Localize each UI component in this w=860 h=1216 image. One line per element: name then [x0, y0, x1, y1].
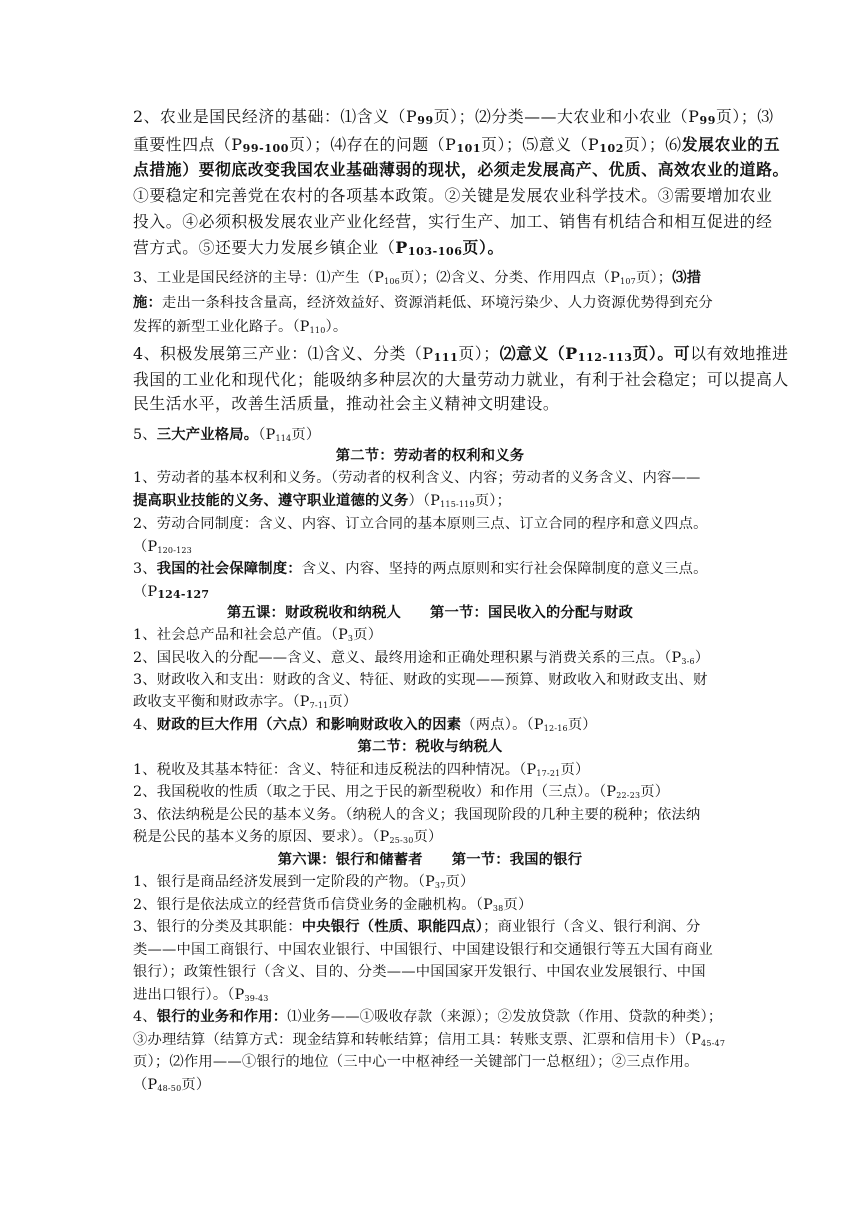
bold-text: 页）。可 [632, 344, 691, 363]
text-segment: 页） [445, 874, 475, 890]
text-line [133, 317, 733, 341]
text-segment: ）。 [325, 319, 348, 335]
page-ref-subscript: 48-50 [157, 1084, 182, 1093]
text-line [133, 186, 773, 206]
text-segment: 4、 [133, 717, 157, 733]
bold-text: 提高职业技能的义务、遵守职业道德的义务 [133, 493, 409, 509]
page-ref-subscript: 115-119 [440, 500, 475, 509]
text-line [133, 582, 733, 605]
text-line [133, 940, 733, 960]
page-ref-subscript: 3 [347, 634, 354, 643]
text-line [133, 670, 733, 690]
bold-text: ⑵意义（P [499, 344, 578, 363]
text-segment: （P [133, 584, 158, 600]
text-segment: 发挥的新型工业化路子。（P [133, 319, 310, 335]
page-ref-subscript: 114 [275, 434, 292, 443]
text-segment: 3、 [133, 561, 157, 577]
text-segment: 页）； [474, 493, 512, 509]
text-segment: 3、财政收入和支出：财政的含义、特征、财政的实现——预算、财政收入和财政支出、财 [133, 672, 708, 688]
bold-text: 财政的巨大作用（六点）和影响财政收入的因素 [156, 717, 462, 733]
page-ref-subscript: 39-43 [244, 994, 269, 1003]
text-segment: 页） [413, 829, 443, 845]
text-segment: 页）；⑵分类——大农业和小农业（P [433, 107, 700, 126]
text-line [133, 895, 733, 919]
text-segment: 页） [328, 694, 358, 710]
text-segment: 第六课：银行和储蓄者 第一节：我国的银行 [277, 852, 583, 868]
text-segment: 营方式。⑤还要大力发展乡镇企业（ [133, 238, 396, 257]
text-line [133, 212, 773, 232]
text-line [133, 760, 733, 784]
page-ref-subscript: 102 [599, 142, 625, 155]
text-segment: （两点）。（P [461, 717, 544, 733]
text-segment: 第五课：财政税收和纳税人 第一节：国民收入的分配与财政 [227, 605, 633, 621]
text-segment: 4、积极发展第三产业：⑴含义、分类（P [133, 344, 434, 363]
text-segment: 2、国民收入的分配——含义、意义、最终用途和正确处理积累与消费关系的三点。（P [133, 650, 682, 666]
lesson-heading [0, 603, 860, 623]
text-line [133, 514, 733, 534]
text-line [133, 1075, 733, 1099]
page-ref-subscript: 120-123 [157, 546, 192, 555]
section-heading [0, 737, 860, 757]
text-segment: 我国的工业化和现代化；能吸纳多种层次的大量劳动力就业，有利于社会稳定；可以提高人 [133, 370, 789, 389]
page-ref-subscript: 101 [456, 142, 482, 155]
text-segment: 2、我国税收的性质（取之于民、用之于民的新型税收）和作用（三点）。（P [133, 784, 617, 800]
page-ref-subscript: 99-100 [242, 142, 290, 155]
page-ref-subscript: 25-30 [389, 836, 414, 845]
bold-text: 点措施）要彻底改变我国农业基础薄弱的现状，必须走发展高产、优质、高效农业的道路。 [133, 160, 789, 179]
text-line [133, 135, 781, 159]
text-line [133, 468, 733, 488]
bold-text: 发展农业的五 [681, 135, 781, 154]
text-line [133, 238, 733, 262]
text-line [133, 1030, 733, 1054]
bold-text: 中央银行（性质、职能四点） [301, 919, 484, 935]
text-segment: 民生活水平，改善生活质量，推动社会主义精神文明建设。 [133, 394, 560, 413]
text-line [133, 268, 733, 292]
text-segment: （P [133, 539, 158, 555]
page-ref-subscript: 17-21 [536, 769, 561, 778]
text-segment: 含义、内容、坚持的两点原则和实行社会保障制度的意义三点。 [301, 561, 708, 577]
text-line [133, 160, 789, 180]
page-ref-subscript: 107 [620, 277, 636, 286]
bold-text: 银行的业务和作用： [156, 1009, 288, 1025]
page-ref-subscript: 111 [433, 351, 459, 364]
text-line [133, 293, 733, 313]
lesson-heading [0, 850, 860, 870]
text-segment: 页）；⑷存在的问题（P [289, 135, 457, 154]
text-line [133, 559, 733, 579]
text-segment: 第二节：税收与纳税人 [357, 739, 503, 755]
page-ref-subscript: 3-6 [681, 657, 695, 666]
text-line [133, 1052, 733, 1072]
page-ref-subscript: 124-127 [157, 588, 210, 601]
page-ref-subscript: 22-23 [616, 791, 641, 800]
text-line [133, 917, 733, 937]
text-line [133, 394, 733, 414]
text-segment: 进出口银行）。（P [133, 987, 245, 1003]
text-segment: 税是公民的基本义务的原因、要求）。（P [133, 829, 390, 845]
text-segment: 4、 [133, 1009, 157, 1025]
text-segment: ③办理结算（结算方式：现金结算和转帐结算；信用工具：转账支票、汇票和信用卡）（P [133, 1032, 702, 1048]
text-segment: 1、社会总产品和社会总产值。（P [133, 627, 348, 643]
text-segment: 页） [640, 784, 670, 800]
page-ref-subscript: 7-11 [309, 701, 329, 710]
bold-text: 三大产业格局。 [156, 427, 259, 443]
text-segment: ⑴业务——①吸收存款（来源）；②发放贷款（作用、贷款的种类）； [287, 1009, 723, 1025]
text-line [133, 692, 733, 716]
text-segment: 重要性四点（P [133, 135, 243, 154]
page-ref-subscript: 106 [384, 277, 400, 286]
text-segment: 页）； [635, 270, 673, 286]
page-ref-subscript: 38 [492, 904, 504, 913]
text-segment: 2、银行是依法成立的经营货币信贷业务的金融机构。（P [133, 897, 493, 913]
text-segment: 3、银行的分类及其职能： [133, 919, 302, 935]
text-line [133, 962, 733, 982]
section-heading [0, 446, 860, 466]
text-segment: 页）；⑹ [624, 135, 682, 154]
text-line [133, 370, 789, 390]
text-line [133, 491, 733, 515]
page-ref-subscript: 112-113 [577, 351, 633, 364]
text-line [133, 344, 789, 368]
text-segment: ）（P [408, 493, 441, 509]
text-segment: 5、 [133, 427, 157, 443]
text-line [133, 985, 733, 1009]
page-ref-subscript: 99 [699, 114, 716, 127]
text-segment: 类——中国工商银行、中国农业银行、中国银行、中国建设银行和交通银行等五大国有商业 [133, 942, 713, 958]
text-segment: 第二节：劳动者的权利和义务 [335, 448, 525, 464]
text-segment: 2、劳动合同制度：含义、内容、订立合同的基本原则三点、订立合同的程序和意义四点。 [133, 516, 708, 532]
bold-text: ⑶措 [672, 270, 702, 286]
text-line [133, 537, 733, 561]
bold-text: 施： [133, 295, 162, 311]
text-line [133, 827, 733, 851]
page-ref-subscript: 37 [434, 881, 446, 890]
text-line [133, 107, 774, 131]
text-segment: 页）；⑵作用——①银行的地位（三中心一中枢神经一关键部门一总枢纽）；②三点作用。 [133, 1054, 699, 1070]
bold-text: 页）。 [462, 238, 504, 257]
text-line [133, 1007, 733, 1027]
text-line [133, 648, 733, 672]
text-segment: 页）；⑶ [715, 107, 774, 126]
text-segment: 以有效地推进 [690, 344, 789, 363]
page-ref-subscript: 99 [417, 114, 434, 127]
text-segment: ） [694, 650, 710, 666]
text-segment: 页）； [458, 344, 500, 363]
text-segment: 页） [181, 1077, 211, 1093]
text-line [133, 805, 733, 825]
text-segment: 页）；⑵含义、分类、作用四点（P [399, 270, 621, 286]
text-segment: 1、劳动者的基本权利和义务。（劳动者的权利含义、内容；劳动者的义务含义、内容—— [133, 470, 701, 486]
text-segment: 页） [503, 897, 533, 913]
text-segment: 3、工业是国民经济的主导：⑴产生（P [133, 270, 385, 286]
text-line [133, 872, 733, 896]
text-segment: 1、税收及其基本特征：含义、特征和违反税法的四种情况。（P [133, 762, 537, 778]
text-segment: ；商业银行（含义、银行利润、分 [483, 919, 701, 935]
text-segment: 政收支平衡和财政赤字。（P [133, 694, 310, 710]
text-segment: （P [133, 1077, 158, 1093]
page-ref-subscript: 110 [309, 326, 326, 335]
bold-text: 我国的社会保障制度： [156, 561, 302, 577]
text-segment: （P [258, 427, 276, 443]
text-segment: 走出一条科技含量高，经济效益好、资源消耗低、环境污染少、人力资源优势得到充分 [162, 295, 713, 311]
text-segment: 投入。④必须积极发展农业产业化经营，实行生产、加工、销售有机结合和相互促进的经 [133, 212, 773, 231]
text-line [133, 715, 733, 739]
text-segment: 3、依法纳税是公民的基本义务。（纳税人的含义；我国现阶段的几种主要的税种；依法纳 [133, 807, 701, 823]
text-segment: ①要稳定和完善党在农村的各项基本政策。②关键是发展农业科学技术。③需要增加农业 [133, 186, 773, 205]
text-line [133, 625, 733, 649]
text-line [133, 782, 733, 806]
text-segment: 银行）；政策性银行（含义、目的、分类——中国国家开发银行、中国农业发展银行、中国 [133, 964, 706, 980]
bold-text: P [395, 238, 408, 257]
text-segment: 页） [567, 717, 597, 733]
page-ref-subscript: 12-16 [543, 724, 568, 733]
text-segment: 页） [291, 427, 321, 443]
page-ref-subscript: 103-106 [407, 245, 463, 258]
text-segment: 页） [353, 627, 383, 643]
text-segment: 1、银行是商品经济发展到一定阶段的产物。（P [133, 874, 435, 890]
text-segment: 页）；⑸意义（P [481, 135, 600, 154]
text-segment: 页） [560, 762, 590, 778]
page-ref-subscript: 45-47 [701, 1039, 726, 1048]
text-segment: 2、农业是国民经济的基础：⑴含义（P [133, 107, 418, 126]
